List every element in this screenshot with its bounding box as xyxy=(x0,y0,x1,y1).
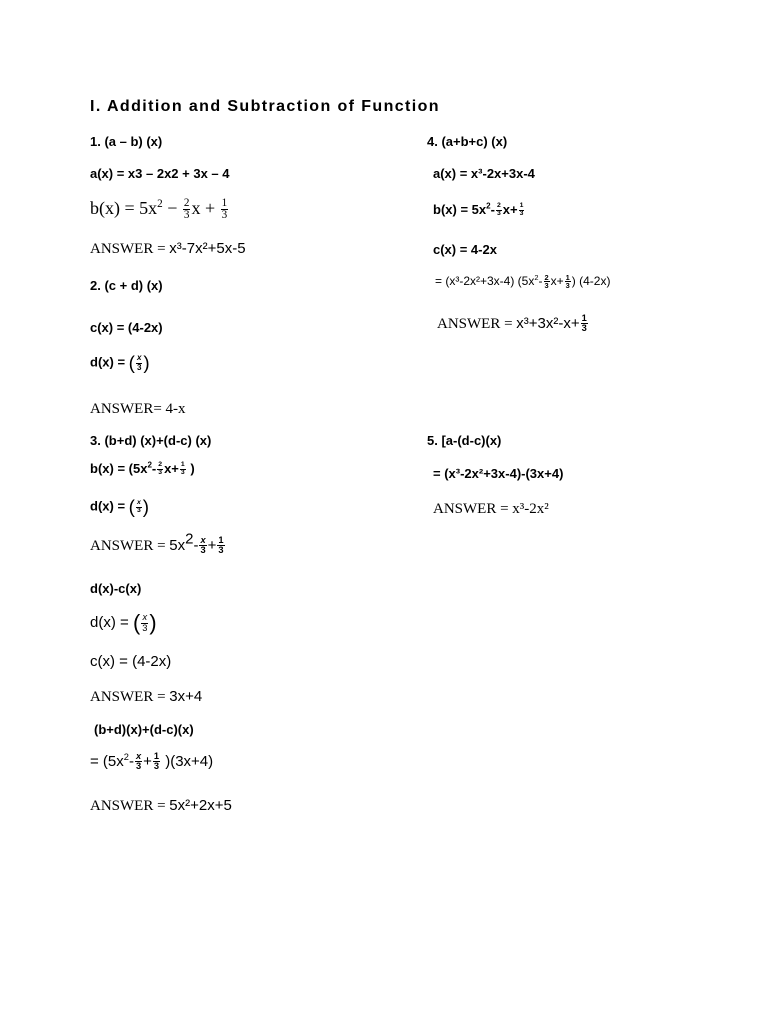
page-title: I. Addition and Subtraction of Function xyxy=(90,98,440,115)
problem-3-d-function-2: d(x) = ( $\frac{x}{3}$ ) xyxy=(90,610,157,635)
problem-2-heading: 2. (c + d) (x) xyxy=(90,278,163,293)
problem-4-heading: 4. (a+b+c) (x) xyxy=(427,134,508,149)
problem-3-combined-expression: = ($5x^2-$ $\frac{x}{3}$ + $\frac{1}{3}$ )(3x+4) xyxy=(90,751,214,772)
problem-4-sum-expression: = (x³-2x²+3x-4) ($5x^2-$ $\frac{2}{3}$ x+ $\frac{1}{3}$ ) (4-2x) xyxy=(435,273,611,291)
problem-5-expression: = (x³-2x²+3x-4)-(3x+4) xyxy=(433,466,564,481)
problem-3-answer-3: ANSWER = 5x²+2x+5 xyxy=(90,797,232,814)
problem-5-answer: ANSWER = x³-2x² xyxy=(433,501,549,517)
problem-3-heading: 3. (b+d) (x)+(d-c) (x) xyxy=(90,433,212,448)
problem-2-c-function: c(x) = (4-2x) xyxy=(90,320,163,335)
problem-3-d-function: d(x) = ( $\frac{x}{3}$ ) xyxy=(90,496,150,517)
problem-3-combined-heading: (b+d)(x)+(d-c)(x) xyxy=(94,722,194,737)
problem-4-b-function: $b(x) = 5x^2-$ $\frac{2}{3}$ x+ $\frac{1}{3}$ xyxy=(433,201,524,218)
problem-3-answer-1: ANSWER = $5x^2-$ $\frac{x}{3}$ + $\frac{1}{3}$ xyxy=(90,530,224,556)
problem-4-answer: ANSWER = x³+3x²-x+ $\frac{1}{3}$ xyxy=(437,313,587,334)
problem-4-c-function: c(x) = 4-2x xyxy=(433,242,497,257)
problem-1-a-function: a(x) = x3 – 2x2 + 3x – 4 xyxy=(90,166,230,181)
problem-1-b-function: $b(x) = 5x^2$ − $\frac{2}{3}$ x + $\frac{1}{3}$ xyxy=(90,197,228,222)
problem-3-answer-2: ANSWER = 3x+4 xyxy=(90,688,203,705)
problem-2-answer: ANSWER= 4-x xyxy=(90,401,186,417)
problem-2-d-function: d(x) = ( $\frac{x}{3}$ ) xyxy=(90,352,150,373)
problem-3-b-function: $b(x) = (5x^2-$ $\frac{2}{3}$ x+ $\frac{1}{3}$ ) xyxy=(90,460,195,477)
problem-1-heading: 1. (a – b) (x) xyxy=(90,134,163,149)
problem-5-heading: 5. [a-(d-c)(x) xyxy=(427,433,502,448)
problem-1-answer: ANSWER = x³-7x²+5x-5 xyxy=(90,240,246,257)
problem-3-c-function: c(x) = (4-2x) xyxy=(90,653,172,670)
problem-4-a-function: a(x) = x³-2x+3x-4 xyxy=(433,166,535,181)
problem-3-subheading: d(x)-c(x) xyxy=(90,581,142,596)
